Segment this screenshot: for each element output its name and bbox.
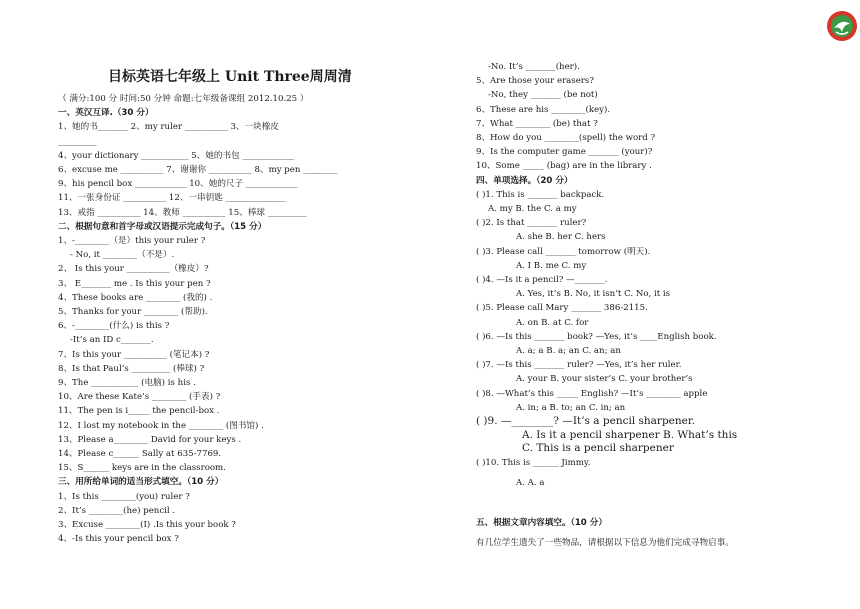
question-line: 8、Is that Paul’s _________ (棒球) ? (58, 363, 205, 374)
question-line: ( )8. —What’s this _____ English? —It’s ________ apple (476, 388, 708, 399)
question-line: 8、How do you ________(spell) the word ? (476, 133, 656, 144)
question-line: ( )4. —Is it a pencil? —_______. (476, 275, 608, 286)
question-line: 3、 E_______ me . Is this your pen ? (58, 278, 211, 289)
question-line: 有几位学生遗失了一些物品，请根据以下信息为他们完成寻物启事。 (476, 538, 734, 549)
question-line (476, 490, 826, 516)
question-line: A. A. a (516, 477, 545, 488)
question-line: A. I B. me C. my (516, 260, 587, 271)
question-line: A. Yes, it’s B. No, it isn’t C. No, it is (516, 289, 671, 300)
question-line: ( )3. Please call _______ tomorrow (明天). (476, 246, 651, 257)
question-line: 9、his pencil box ____________ 10、她的尺子 ____________ (58, 179, 298, 190)
question-line: 12、I lost my notebook in the ________ (图书馆) . (58, 420, 264, 431)
question-line: ( )7. —Is this _______ ruler? —Yes, it’s her ruler. (476, 360, 682, 371)
section-heading: 四、单项选择。（20 分） (476, 175, 573, 186)
question-line: 1、Is this ________(you) ruler ? (58, 491, 190, 502)
question-line: _________ (58, 136, 97, 147)
question-line: 15、S______ keys are in the classroom. (58, 463, 226, 474)
question-line: 9、Is the computer game _______ (your)? (476, 147, 653, 158)
question-line: A. she B. her C. hers (516, 232, 606, 243)
question-line: 2、It’s ________(he) pencil . (58, 505, 176, 516)
section-heading: 二、根据句意和首字母或汉语提示完成句子。（15 分） (58, 221, 267, 232)
question-line: 7、What ________ (be) that ? (476, 118, 598, 129)
question-line: ( )10. This is ______ Jimmy. (476, 457, 591, 468)
school-logo-icon (826, 10, 858, 42)
question-line: ( )5. Please call Mary _______ 386-2115. (476, 303, 648, 314)
question-line: 4、-Is this your pencil box ? (58, 534, 179, 545)
question-line: 14、Please c______ Sally at 635-7769. (58, 449, 222, 460)
question-line: ( )6. —Is this _______ book? —Yes, it’s ____English book. (476, 331, 717, 342)
question-line: 2、 Is this your __________（橡皮）? (58, 264, 209, 275)
question-line: -No, they _______ (be not) (488, 90, 598, 101)
question-line: A. in; a B. to; an C. in; an (516, 402, 626, 413)
question-line: 13、戒指 __________ 14、教师 __________ 15、棒球 _________ (58, 207, 307, 218)
question-line: 6、These are his ________(key). (476, 104, 611, 115)
question-line: 1、-________（是）this your ruler ? (58, 236, 206, 247)
question-line: A. Is it a pencil sharpener B. What’s this (522, 428, 738, 441)
question-line: 11、The pen is i_____ the pencil-box . (58, 406, 220, 417)
right-column (476, 60, 826, 550)
question-line: A. your B. your sister’s C. your brother’s (516, 374, 693, 385)
question-line: 4、your dictionary ___________ 5、她的书包 ____________ (58, 150, 294, 161)
question-line: - No, it ________（不是）. (70, 250, 175, 261)
question-line: A. a; a B. a; an C. an; an (516, 346, 621, 357)
question-line: 11、一张身份证 __________ 12、一串钥匙 ______________ (58, 193, 286, 204)
question-line: 3、Excuse ________(I) .Is this your book ? (58, 520, 236, 531)
question-line: ( )1. This is _______ backpack. (476, 189, 605, 200)
question-line: -No. It’s _______(her). (488, 62, 580, 72)
question-line: （ 满分:100 分 时间:50 分钟 命题:七年级备课组 2012.10.25 ） (58, 94, 309, 104)
question-line: 6、-________(什么) is this ? (58, 321, 170, 332)
question-line: 9、The ___________ (电脑) is his . (58, 378, 196, 389)
section-heading: 三、用所给单词的适当形式填空。（10 分） (58, 477, 224, 488)
question-line: A. my B. the C. a my (488, 204, 577, 215)
question-line: 1、她的书_______ 2、my ruler __________ 3、一块橡皮 (58, 122, 279, 133)
question-line: 5、Thanks for your ________ (帮助). (58, 307, 208, 318)
question-line: ( )2. Is that _______ ruler? (476, 218, 587, 229)
question-line: 4、These books are ________ (我的) . (58, 292, 213, 303)
question-line: -It’s an ID c_______. (70, 335, 154, 346)
question-line: C. This is a pencil sharpener (522, 442, 674, 455)
question-line: A. on B. at C. for (516, 317, 589, 328)
section-heading: 五、根据文章内容填空。（10 分） (476, 517, 607, 528)
question-line: 7、Is this your __________ (笔记本) ? (58, 349, 210, 360)
question-line: 10、Are these Kate’s ________ (手表) ? (58, 392, 221, 403)
left-column (58, 92, 458, 547)
question-line: 13、Please a________ David for your keys . (58, 434, 242, 445)
section-heading: 一、英汉互译.（30 分） (58, 108, 154, 119)
question-line: 10、Some _____ (bag) are in the library . (476, 161, 652, 172)
question-line: 5、Are those your erasers? (476, 76, 594, 87)
page-title: 目标英语七年级上 Unit Three周周清 (108, 69, 352, 85)
question-line: ( )9. —________? —It’s a pencil sharpener. (476, 415, 696, 428)
question-line: 6、excuse me __________ 7、谢谢你 __________ 8、my pen ________ (58, 165, 338, 176)
